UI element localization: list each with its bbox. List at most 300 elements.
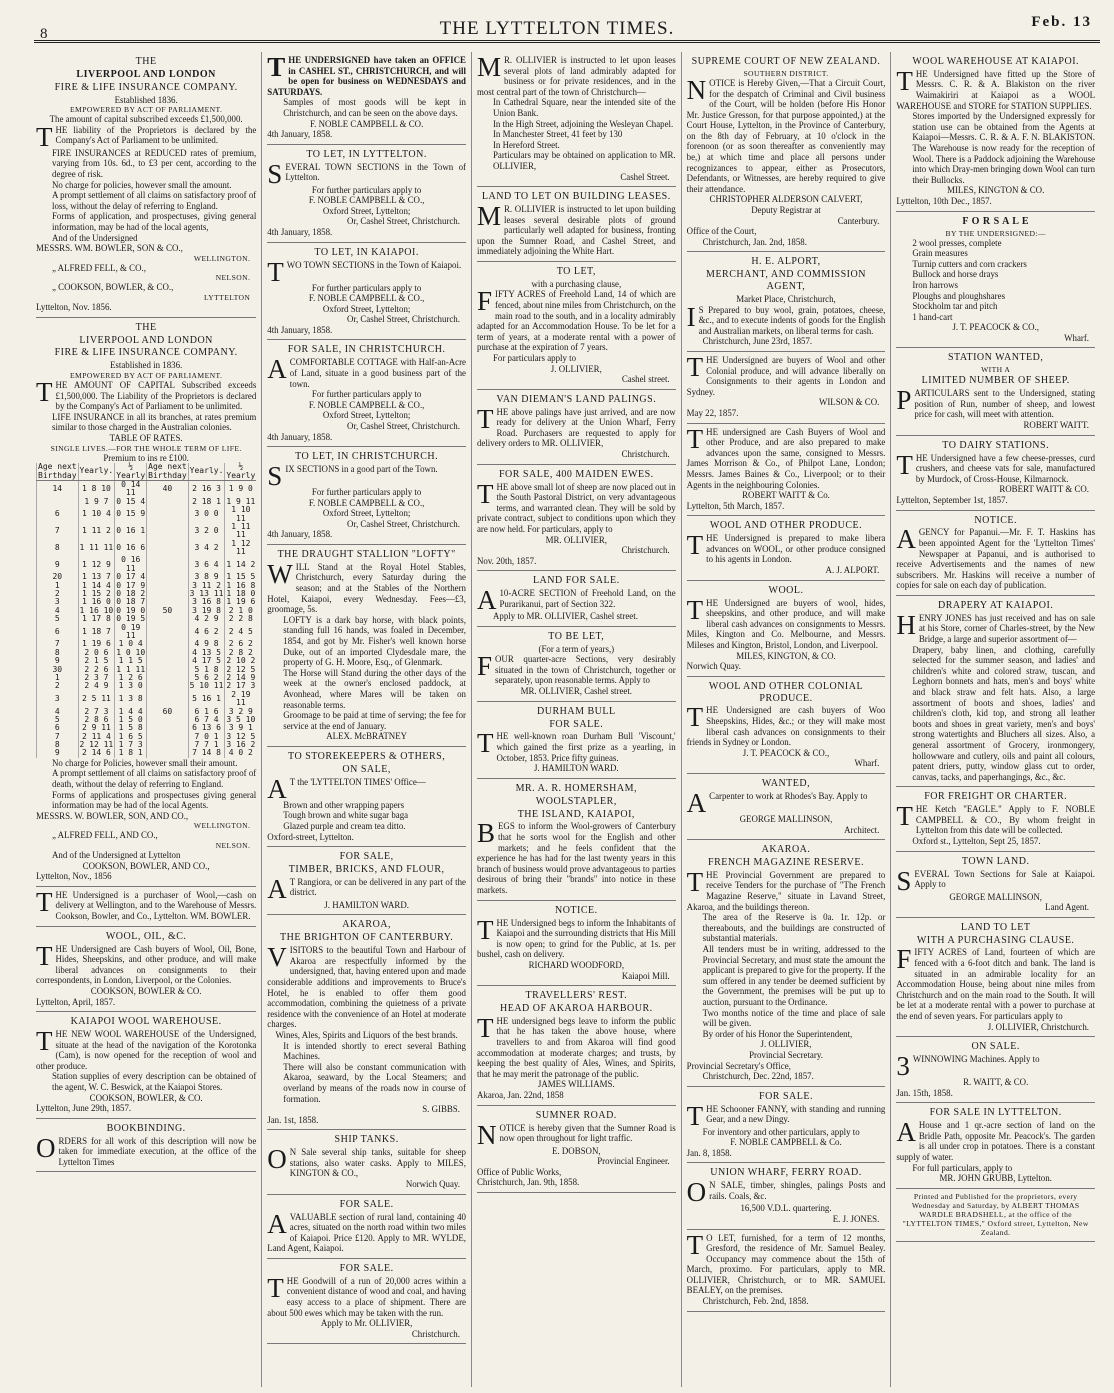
advertisement xyxy=(477,1106,676,1193)
column-3 xyxy=(471,52,681,1387)
advertisement xyxy=(477,262,676,390)
ad-heading: TO DAIRY STATIONS. xyxy=(942,439,1050,451)
rates-table-cell xyxy=(147,590,189,598)
ad-text-line: Apply to MR. OLLIVIER, Cashel street. xyxy=(492,611,638,622)
ad-text-line: And of the Undersigned at Lyttelton xyxy=(52,850,181,861)
rates-table-cell: 1 1 11 xyxy=(116,664,146,674)
ad-text-line: Two months notice of the time and place of sale will be given. xyxy=(702,1007,886,1029)
rates-table-cell: 50 xyxy=(147,607,189,615)
ad-heading: H. E. ALPORT, xyxy=(751,256,821,268)
ad-text-line: Oxford Street, Lyttelton; xyxy=(322,303,411,314)
ad-text-line: THE Goodwill of a run of 20,000 acres within a convenient distance of wood and coal, and having easy access to a place of shipment. There are about 500 ewes which may be taken with the run. xyxy=(267,1272,466,1318)
advertisement xyxy=(687,424,886,517)
rates-table-header: Age next Birthday xyxy=(38,462,77,480)
rates-table-row xyxy=(37,691,257,708)
drop-capital: F xyxy=(476,651,492,682)
ad-text-line: Office of Public Works, xyxy=(476,1166,562,1177)
ad-text-line: Stockholm tar and pitch xyxy=(912,301,998,312)
drop-capital: F xyxy=(896,944,912,975)
rates-table-row xyxy=(37,657,257,665)
advertisement xyxy=(267,243,466,341)
rates-table-cell: 14 xyxy=(37,480,79,497)
ad-text-line: EMPOWERED BY ACT OF PARLIAMENT. xyxy=(70,105,223,115)
drop-capital: T xyxy=(36,377,53,407)
advertisement xyxy=(267,847,466,915)
ad-text-line: THE undersigned begs leave to inform the public that he has taken the above house, where travellers to and from Akaroa will find good accommodation at moderate charges; and trusts, by keeping the best quality of Ales, Wines, and Spirits, that he may merit the patronage of the public. xyxy=(476,1012,676,1079)
advertisement xyxy=(267,340,466,447)
ad-text-line: RICHARD WOODFORD, xyxy=(528,959,625,970)
rates-table-cell: 2 5 11 xyxy=(78,691,115,708)
advertisement xyxy=(36,927,256,1012)
drop-capital: A xyxy=(896,524,916,555)
ad-text-line: Iron harrows xyxy=(912,279,958,290)
rates-table-cell: 6 13 6 xyxy=(188,724,225,732)
drop-capital: O xyxy=(36,1132,56,1163)
ad-text-line: SEVERAL Town Sections for Sale at Kaiapoi. Apply to xyxy=(896,865,1096,896)
ad-text-line: EMPOWERED BY ACT OF PARLIAMENT. xyxy=(70,370,223,380)
ad-text-line: Samples of most goods will be kept in Christchurch, and can be seen on the above days. xyxy=(283,97,466,118)
ad-heading: TRAVELLERS' REST. xyxy=(525,990,628,1002)
ad-heading: TOWN LAND. xyxy=(961,855,1030,867)
rates-table-cell: 1 9 7 xyxy=(78,498,115,506)
ad-text-line: For inventory and other particulars, apply to xyxy=(702,1126,860,1137)
ad-text-line: WILSON & CO. xyxy=(818,397,880,408)
column-5 xyxy=(890,52,1100,1387)
rates-table-cell: 5 1 8 xyxy=(188,666,225,674)
issue-date: Feb. 13 xyxy=(1031,14,1092,30)
ad-text-line: Drapery, baby linen, and clothing, carefully selected for the summer season, and ladies' and children's white and colored straw, tuscan, and Leghorn bonnets and hats, men's and boys' white and black straw and felt hats. Also, a large assortment of boots and shoes, ladies' and children's cloth, kid top, and strong all leather boots and shoes in great variety, men's and boys' strong watertights and Bluchers all sizes. Also, a general assortment of Grocery, ironmongery, hollowware and cutlery, oils and paint all colours, patent driers, putty, window glass cut to order, canvas, tacks, and paperhangings, &c., &c. xyxy=(912,644,1096,782)
column-4 xyxy=(681,52,891,1387)
rates-table-cell: 5 10 11 xyxy=(189,681,224,691)
rates-table-cell xyxy=(147,657,189,665)
ad-heading: AKAROA. xyxy=(761,844,811,856)
column-2 xyxy=(261,52,471,1387)
rates-table-row xyxy=(37,573,257,581)
rates-table-cell: 2 3 7 xyxy=(78,674,115,682)
ad-text-line: Christchurch, Jan. 9th, 1858. xyxy=(476,1177,580,1188)
ad-text-line: By order of his Honor the Superintendent, xyxy=(702,1028,853,1039)
ad-text-line: 4th January, 1858. xyxy=(267,324,333,335)
rates-table-cell: 4 2 9 xyxy=(188,615,225,623)
ad-text-line: Or, Cashel Street, Christchurch. xyxy=(346,420,460,431)
rates-table-cell: 7 7 1 xyxy=(188,741,225,749)
ad-text-line: Grain measures xyxy=(912,248,968,259)
advertisement xyxy=(896,52,1095,212)
rates-table-cell: 1 11 11 xyxy=(78,540,115,557)
ad-text-line: For further particulars apply to xyxy=(311,389,422,400)
ad-text-line: TWO TOWN SECTIONS in the Town of Kaiapoi. xyxy=(267,256,462,287)
ad-text-line: 1 hand-cart xyxy=(912,311,953,322)
rates-table-cell: 0 19 5 xyxy=(116,614,146,624)
ad-text-line: COOKSON, BOWLER & CO. xyxy=(90,985,202,996)
ad-text-line: MILES, KINGTON & CO. xyxy=(947,185,1045,196)
masthead xyxy=(0,0,1114,44)
ad-text-line: LYTTELTON xyxy=(203,293,251,303)
rates-table-cell xyxy=(147,716,189,724)
drop-capital: T xyxy=(36,940,53,971)
ad-text-line: THE well-known roan Durham Bull 'Viscount,' which gained the first prize as a yearling, in October, 1853. Price fifty guineas. xyxy=(476,728,676,763)
ad-text-line: FIRE INSURANCES at REDUCED rates of premium, varying from 10s. 6d., to £3 per cent, according to the degree of risk. xyxy=(52,147,257,180)
ad-text-line: The amount of capital subscribed exceeds £1,500,000. xyxy=(49,114,243,125)
rates-table-cell: 5 6 2 xyxy=(188,674,225,682)
rates-table-cell: 3 5 10 xyxy=(226,714,256,724)
drop-capital: W xyxy=(267,558,293,589)
ad-heading: LAND TO LET ON BUILDING LEASES. xyxy=(481,191,671,203)
rates-table-cell: 1 6 5 xyxy=(115,733,147,741)
advertisement xyxy=(267,447,466,545)
ad-heading: TO LET, IN LYTTELTON. xyxy=(306,148,427,160)
ad-heading: TO LET, xyxy=(556,265,596,277)
ad-text-line: 4th January, 1858. xyxy=(267,129,333,140)
ad-text-line: „ ALFRED FELL, & CO., xyxy=(52,262,146,273)
rates-table-cell: 2 9 11 xyxy=(78,724,115,732)
rates-table-row xyxy=(37,556,257,573)
rates-table-row xyxy=(37,506,257,523)
rates-table-cell: 9 xyxy=(37,657,79,665)
advertisement xyxy=(267,1259,466,1344)
rates-table-cell: 1 3 0 xyxy=(115,682,147,690)
rates-table-cell: 2 10 2 xyxy=(226,656,256,666)
ad-text-line: A prompt settlement of all claims on satisfactory proof of death, without the delay of referring to England. xyxy=(52,768,257,790)
ad-text-line: It is intended shortly to erect several Bathing Machines. xyxy=(283,1040,466,1062)
advertisement xyxy=(36,52,256,318)
rates-table-cell: 1 8 10 xyxy=(78,480,115,497)
ad-text-line: ROBERT WAITT. xyxy=(1023,420,1090,431)
rates-table-cell: 2 7 3 xyxy=(78,708,115,716)
rates-table-cell: 1 11 11 xyxy=(225,523,256,540)
ad-text-line: AGENCY for Papanui.—Mr. F. T. Haskins has been appointed Agent for the 'Lyttelton Times' Newspaper at Papanui, and is authorised to receive Advertisements and the names of new subscribers. Mr. Haskins will receive a number of copies for sale on each day of publication. xyxy=(896,524,1096,591)
ad-text-line: Jan. 1st, 1858. xyxy=(267,1114,319,1125)
drop-capital: S xyxy=(896,865,912,896)
ad-heading: UNION WHARF, FERRY ROAD. xyxy=(710,1167,862,1179)
advertisement xyxy=(36,887,256,927)
ad-text-line: The area of the Reserve is 0a. 1r. 12p. or thereabouts, and the buildings are constructed of substantial materials. xyxy=(702,912,886,944)
rates-table-cell: 1 1 5 xyxy=(115,657,147,665)
rates-table-cell: 5 16 1 xyxy=(188,691,225,708)
ad-text-line: In the High Street, adjoining the Wesleyan Chapel. xyxy=(492,118,674,129)
ad-text-line: Forms of applications and prospectuses giving general information may be had of the local Agents. xyxy=(52,789,257,811)
ad-text-line: MR. JOHN GRUBB, Lyttelton. xyxy=(939,1173,1052,1184)
ad-text-line: TABLE OF RATES. xyxy=(109,432,183,443)
drop-capital: T xyxy=(686,702,704,733)
ad-text-line: T O LET, furnished, for a term of 12 months, Gresford, the residence of Mr. Samuel Bealey. Occupancy may commence about the 15th of March, proximo. For particulars, apply to MR. OLLIVIER, Christchurch, or to MR. SAMUEL BEALEY, on the premises. xyxy=(686,1229,886,1296)
ad-text-line: NOTICE is Hereby Given,—That a Circuit Court, for the despatch of Criminal and Civil business of the Court, will be holden (before His Honor Mr. Justice Gresson, for that purpose appointed,) at the Court House, Lyttelton, in the Province of Canterbury, on the 8th day of February, at 10 o'clock in the forenoon (or as soon thereafter as conveniently may be,) at which time and place all persons under recognizances to appear, either as Prosecutors, Defendants, or Witnesses, are hereby required to give their attendance. xyxy=(686,74,886,194)
ad-text-line: Forms of application, and prospectuses, giving general information, may be had of the local agents, xyxy=(52,211,257,233)
ad-text-line: GEORGE MALLINSON, xyxy=(739,813,833,824)
ad-text-line: Established in 1836. xyxy=(110,360,183,371)
rates-table-row xyxy=(37,741,257,749)
drop-capital: A xyxy=(267,1208,287,1239)
ad-text-line: Akaroa, Jan. 22nd, 1858 xyxy=(476,1090,564,1101)
rates-table-cell xyxy=(147,506,189,523)
ad-text-line: Provincial Engineer. xyxy=(597,1156,670,1167)
advertisement xyxy=(896,348,1095,435)
advertisement xyxy=(896,852,1095,918)
drop-capital: A xyxy=(476,585,497,616)
ad-text-line: LOFTY is a dark bay horse, with black points, standing full 16 hands, was foaled in December, 1854, and got by Mr. Fisher's well known horse Duke, out of an imported Clydesdale mare, the property of G. H. Moore, Esq., of Glenmark. xyxy=(283,614,466,668)
drop-capital: T xyxy=(476,728,494,759)
ad-text-line: Deputy Registrar at xyxy=(751,205,821,216)
ad-heading: THE xyxy=(135,56,157,67)
ad-text-line: Lyttelton, 5th March, 1857. xyxy=(686,500,785,511)
ad-text-line: LIVERPOOL AND LONDON xyxy=(79,334,213,346)
rates-table-cell: 2 17 3 xyxy=(226,681,256,691)
rates-table-cell: 2 16 3 xyxy=(188,480,225,497)
rates-table-cell xyxy=(147,582,189,590)
rates-table-cell: 6 xyxy=(37,506,79,523)
ad-text-line: E. J. JONES. xyxy=(832,1213,880,1224)
rates-table-cell: 4 9 8 xyxy=(188,640,225,648)
rates-table-cell: 1 8 1 xyxy=(115,749,147,757)
rates-table-cell: 1 15 2 xyxy=(78,590,115,598)
ad-text-line: JAMES WILLIAMS. xyxy=(537,1079,615,1090)
ad-text-line: THE Undersigned are buyers of wool, hides, sheepskins, and other produce, and will make liberal cash advances on consignments to Messrs. Miles, Kington and Co. Melbourne, and Messrs. Mileses and Kington, Bristol, London, and Liverpool. xyxy=(686,594,886,650)
drop-capital: T xyxy=(686,530,704,561)
rates-table-cell: 20 xyxy=(37,573,79,581)
drop-capital: H xyxy=(896,609,916,640)
ad-text-line: NELSON. xyxy=(215,841,251,851)
ad-text-line: 4th January, 1858. xyxy=(267,431,333,442)
drop-capital: A xyxy=(896,1117,916,1148)
advertisement xyxy=(687,1230,886,1312)
ad-heading: SUMNER ROAD. xyxy=(535,1109,617,1121)
ad-heading: LAND TO LET xyxy=(960,921,1031,933)
ad-text-line: There will also be constant communication with Akaroa, seaward, by the Local Steamers; and overland by means of the roads now in course of formation. xyxy=(283,1061,466,1104)
ad-text-line: Canterbury. xyxy=(837,215,880,226)
ad-text-line: Office of the Court, xyxy=(686,226,757,237)
ad-text-line: THE Provincial Government are prepared to receive Tenders for the purchase of "The French Magazine Reserve," situate in Lavand Street, Akaroa, and the buildings thereon. xyxy=(686,866,886,912)
ad-text-line: Oxford Street, Lyttelton; xyxy=(322,205,411,216)
ad-text-line: THE ISLAND, KAIAPOI, xyxy=(517,808,635,820)
ad-text-line: Bullock and horse drays xyxy=(912,269,999,280)
advertisement xyxy=(687,1087,886,1164)
ad-text-line: THE Undersigned is prepared to make libera advances on WOOL, or other produce consigned to his agents in London. xyxy=(686,530,886,565)
advertisement xyxy=(687,52,886,252)
advertisement xyxy=(896,1189,1095,1242)
rates-table-row xyxy=(37,733,257,741)
ad-heading: WOOL AND OTHER COLONIAL PRODUCE. xyxy=(708,680,864,704)
rates-table-cell: 4 xyxy=(37,708,79,716)
ad-text-line: LIMITED NUMBER OF SHEEP. xyxy=(921,375,1070,387)
rates-table-cell: 6 7 4 xyxy=(188,716,225,724)
advertisement xyxy=(477,986,676,1106)
ad-text-line: F. NOBLE CAMPBELL & CO. xyxy=(309,118,424,129)
rates-table-cell: 3 4 2 xyxy=(188,540,225,557)
ad-heading: THE DRAUGHT STALLION "LOFTY" xyxy=(277,548,456,560)
rates-table-cell: 2 12 11 xyxy=(79,740,114,750)
advertisement xyxy=(267,1195,466,1259)
rates-table-cell: 4 0 2 xyxy=(225,749,256,757)
ad-text-line: THE Schooner FANNY, with standing and running Gear, and a new Dingy. xyxy=(686,1100,886,1131)
ad-text-line: THE above palings have just arrived, and are now ready for delivery at the Union Wharf, Ferry Road. Purchasers are requested to apply for delivery orders to MR. OLLIVIER, xyxy=(476,403,676,449)
rates-table-cell: 3 13 11 xyxy=(189,589,224,599)
ad-text-line: F O R S A L E xyxy=(962,215,1030,227)
rates-table-cell: 5 xyxy=(37,615,79,623)
rates-table-cell: 3 19 8 xyxy=(188,607,225,615)
ad-text-line: A VALUABLE section of rural land, containing 40 acres, situated on the north road within two miles of Kaiapoi. Price £120. Apply to MR. WYLDE, Land Agent, Kaiapoi. xyxy=(267,1208,466,1254)
ad-text-line: THE NEW WOOL WAREHOUSE of the Undersigned, situate at the head of the navigation of the Korotonka (Cam), is now opened for the reception of wool and other produce. xyxy=(36,1025,257,1071)
ad-text-line: No charge for Policies, however small their amount. xyxy=(52,757,238,768)
ad-text-line: Printed and Published for the proprietors, every Wednesday and Saturday, by ALBERT THOMAS WARDLE BRADSHELL, at the office of the "LYTTELTON TIMES," Oxford street, Lyttelton, New Zealand. xyxy=(902,1191,1089,1237)
ad-heading: WANTED, xyxy=(761,778,811,790)
rates-table-header: Yearly. xyxy=(188,463,225,480)
rates-table-row xyxy=(37,582,257,590)
ad-text-line: Jan. 8, 1858. xyxy=(686,1147,732,1158)
ad-text-line: Christchurch, Jan. 2nd, 1858. xyxy=(702,236,807,247)
advertisement xyxy=(36,318,256,887)
advertisement xyxy=(896,511,1095,596)
drop-capital: A xyxy=(267,773,287,804)
ad-text-line: For further particulars apply to xyxy=(311,487,422,497)
ad-text-line: MR. OLLIVIER, Cashel street. xyxy=(520,686,633,697)
ad-text-line: Established 1836. xyxy=(114,94,178,105)
rates-table-cell: 1 18 7 xyxy=(78,624,115,641)
ad-text-line: Architect. xyxy=(844,824,880,835)
drop-capital: T xyxy=(476,914,494,945)
ad-text-line: F. NOBLE CAMPBELL & CO., xyxy=(308,399,425,410)
ad-text-line: J. T. PEACOCK & CO., xyxy=(952,322,1039,333)
ad-text-line: M R. OLLIVIER is instructed to let upon leases several plots of land admirably adapted for business or for private residences, and in the most central part of the town of Christchurch— xyxy=(476,52,676,97)
ad-heading: TO LET, IN KAIAPOI. xyxy=(314,246,419,258)
column-1 xyxy=(36,52,261,1387)
ad-text-line: VISITORS to the beautiful Town and Harbour of Akaroa are respectfully informed by the undersigned, that, having entered upon and made considerable additions and improvements to Bruce's Hotel, he is enabled to offer them good accommodation, combining the quietness of a private residence with the convenience of an Hotel at moderate charges. xyxy=(267,942,466,1030)
ad-text-line: 4th January, 1858. xyxy=(267,227,333,238)
rates-table-cell: 0 18 2 xyxy=(116,589,146,599)
rates-table-row xyxy=(37,523,257,540)
ad-heading: SUPREME COURT OF NEW ZEALAND. xyxy=(691,56,881,67)
rates-table-row xyxy=(37,615,257,623)
ad-heading: LAND FOR SALE. xyxy=(532,575,620,587)
rates-table-cell: 1 0 4 xyxy=(115,640,147,648)
rates-table-cell: 1 19 6 xyxy=(78,640,115,648)
rates-table-cell: 2 18 1 xyxy=(188,498,225,506)
rates-table-cell: 0 16 11 xyxy=(115,556,147,573)
ad-text-line: R. WAITT, & CO. xyxy=(963,1077,1029,1088)
rates-table-cell: 1 17 8 xyxy=(78,615,115,623)
rates-table-cell: 6 1 6 xyxy=(188,708,225,716)
ad-text-line: GEORGE MALLINSON, xyxy=(949,891,1043,902)
ad-text-line: O N SALE, timber, shingles, palings Posts and rails. Coals, &c. xyxy=(686,1177,886,1208)
rates-table-cell: 3 16 2 xyxy=(226,740,256,750)
advertisement xyxy=(267,747,466,847)
rates-table-row xyxy=(37,480,257,497)
advertisement xyxy=(477,571,676,626)
ad-text-line: ORDERS for all work of this description will now be taken for immediate execution, at the office of the Lyttelton Times xyxy=(36,1132,257,1167)
rates-table-cell: 2 8 2 xyxy=(225,649,256,657)
ad-text-line: S. GIBBS. xyxy=(422,1104,460,1115)
rates-table-cell xyxy=(147,624,189,641)
ad-text-line: LIVERPOOL AND LONDON xyxy=(76,68,216,80)
rates-table-row xyxy=(37,649,257,657)
ad-text-line: No charge for policies, however small the amount. xyxy=(52,179,232,190)
ad-text-line: Lyttelton, April, 1857. xyxy=(36,996,116,1007)
ad-text-line: And of the Undersigned xyxy=(52,232,138,243)
rates-table-row xyxy=(37,749,257,757)
ad-text-line: NOTICE is hereby given that the Sumner Road is now open throughout for light traffic. xyxy=(476,1119,676,1150)
rates-table-cell: 3 xyxy=(37,691,79,708)
ad-heading: BOOKBINDING. xyxy=(106,1122,186,1134)
drop-capital: A xyxy=(267,354,287,385)
drop-capital: F xyxy=(476,286,492,317)
drop-capital: T xyxy=(896,65,913,96)
ad-text-line: 2 wool presses, complete xyxy=(912,237,1002,248)
rates-table-row xyxy=(37,624,257,641)
rates-table-cell: 9 xyxy=(37,749,79,757)
rates-table-cell: 0 17 9 xyxy=(116,580,146,590)
ad-text-line: Nov. 20th, 1857. xyxy=(476,555,537,566)
ad-text-line: ALEX. McBRATNEY xyxy=(326,731,408,742)
rates-table-cell: 2 14 6 xyxy=(78,749,115,757)
ad-heading: DURHAM BULL xyxy=(537,705,616,717)
ad-text-line: FIRE & LIFE INSURANCE COMPANY. xyxy=(54,81,238,93)
ad-text-line: J. HAMILTON WARD. xyxy=(533,763,619,774)
rates-table-cell: 2 11 4 xyxy=(78,733,115,741)
drop-capital: N xyxy=(476,1119,497,1150)
rates-table-cell: 1 15 5 xyxy=(226,572,256,582)
rates-table-cell xyxy=(147,733,189,741)
rates-table-cell: 0 15 9 xyxy=(115,506,147,523)
rates-table-cell: 1 9 0 xyxy=(225,480,256,497)
ad-text-line: Brown and other wrapping papers xyxy=(283,799,405,810)
ad-text-line: J. OLLIVIER, Christchurch. xyxy=(987,1021,1090,1032)
ad-text-line: A Carpenter to work at Rhodes's Bay. Apply to xyxy=(686,787,868,818)
drop-capital: T xyxy=(686,1100,704,1131)
ad-text-line: SIX SECTIONS in a good part of the Town. xyxy=(267,461,438,491)
drop-capital: T xyxy=(36,121,53,152)
rates-table-cell: 1 0 10 xyxy=(116,647,146,657)
rates-table-cell: 7 xyxy=(37,523,79,540)
ad-text-line: In Hereford Street. xyxy=(492,139,560,150)
ad-text-line: May 22, 1857. xyxy=(686,408,739,419)
rates-table-row xyxy=(37,607,257,615)
ad-text-line: FOUR quarter-acre Sections, very desirably situated in the town of Christchurch, together or separately, upon reasonable terms. Apply to xyxy=(476,651,676,686)
rates-table-cell: 4 xyxy=(37,607,79,615)
rates-table-cell: 3 9 1 xyxy=(225,724,256,732)
rates-table-cell: 2 2 8 xyxy=(225,615,256,623)
ad-text-line: WITH A xyxy=(981,365,1011,375)
ad-text-line: A. J. ALPORT. xyxy=(825,565,880,576)
ad-text-line: THE Undersigned are Cash buyers of Wool, Oil, Bone, Hides, Sheepskins, and other produce, and will make liberal advances on consignments to their correspondents, in London, Liverpool, or the Colonies. xyxy=(36,940,257,986)
columns-container xyxy=(36,52,1100,1387)
ad-text-line: WILL Stand at the Royal Hotel Stables, Christchurch, every Saturday during the season; and at the Stables of the Northern Hotel, Kaiapoi, every Wednesday. Fees—£3, groomage, 5s. xyxy=(267,558,466,615)
ad-text-line: Tough brown and white sugar baga xyxy=(283,810,409,821)
advertisement xyxy=(36,1012,256,1119)
ad-text-line: Wines, Ales, Spirits and Liquors of the best brands. xyxy=(275,1030,458,1041)
ad-heading: FOR SALE, 400 MAIDEN EWES. xyxy=(498,468,654,480)
rates-table-cell: 3 6 4 xyxy=(188,556,225,573)
ad-text-line: For full particulars, apply to xyxy=(912,1162,1013,1173)
ad-text-line: For further particulars apply to xyxy=(311,282,422,293)
ad-heading: FOR SALE. xyxy=(339,1262,394,1274)
rates-table-cell: 0 17 4 xyxy=(116,572,146,582)
rates-table-cell: 1 xyxy=(37,674,79,682)
ad-text-line: The Horse will Stand during the other days of the week at the owner's enclosed paddock, at Avonhead, where Mares will be taken on reasonable terms. xyxy=(283,667,466,710)
ad-text-line: WELLINGTON. xyxy=(193,821,251,831)
ad-text-line: WITH A PURCHASING CLAUSE. xyxy=(916,934,1075,946)
rates-table-cell: 1 11 2 xyxy=(78,523,115,540)
ad-text-line: FIRE & LIFE INSURANCE COMPANY. xyxy=(54,347,238,359)
ad-text-line: Lyttelton, Nov., 1856 xyxy=(36,871,112,882)
ad-text-line: For particulars apply to xyxy=(492,353,577,364)
rates-table-cell xyxy=(147,640,189,648)
rates-table-cell: 1 5 8 xyxy=(115,724,147,732)
ad-text-line: Oxford-street, Lyttelton. xyxy=(267,831,354,842)
ad-text-line: Ploughs and ploughshares xyxy=(912,290,1006,301)
advertisement xyxy=(267,915,466,1130)
rates-table-cell: 6 xyxy=(37,624,79,641)
rates-table-row xyxy=(37,498,257,506)
ad-text-line: THE UNDERSIGNED have taken an OFFICE in CASHEL ST., CHRISTCHURCH, and will be open for business on WEDNESDAYS and SATURDAYS. xyxy=(267,52,466,97)
